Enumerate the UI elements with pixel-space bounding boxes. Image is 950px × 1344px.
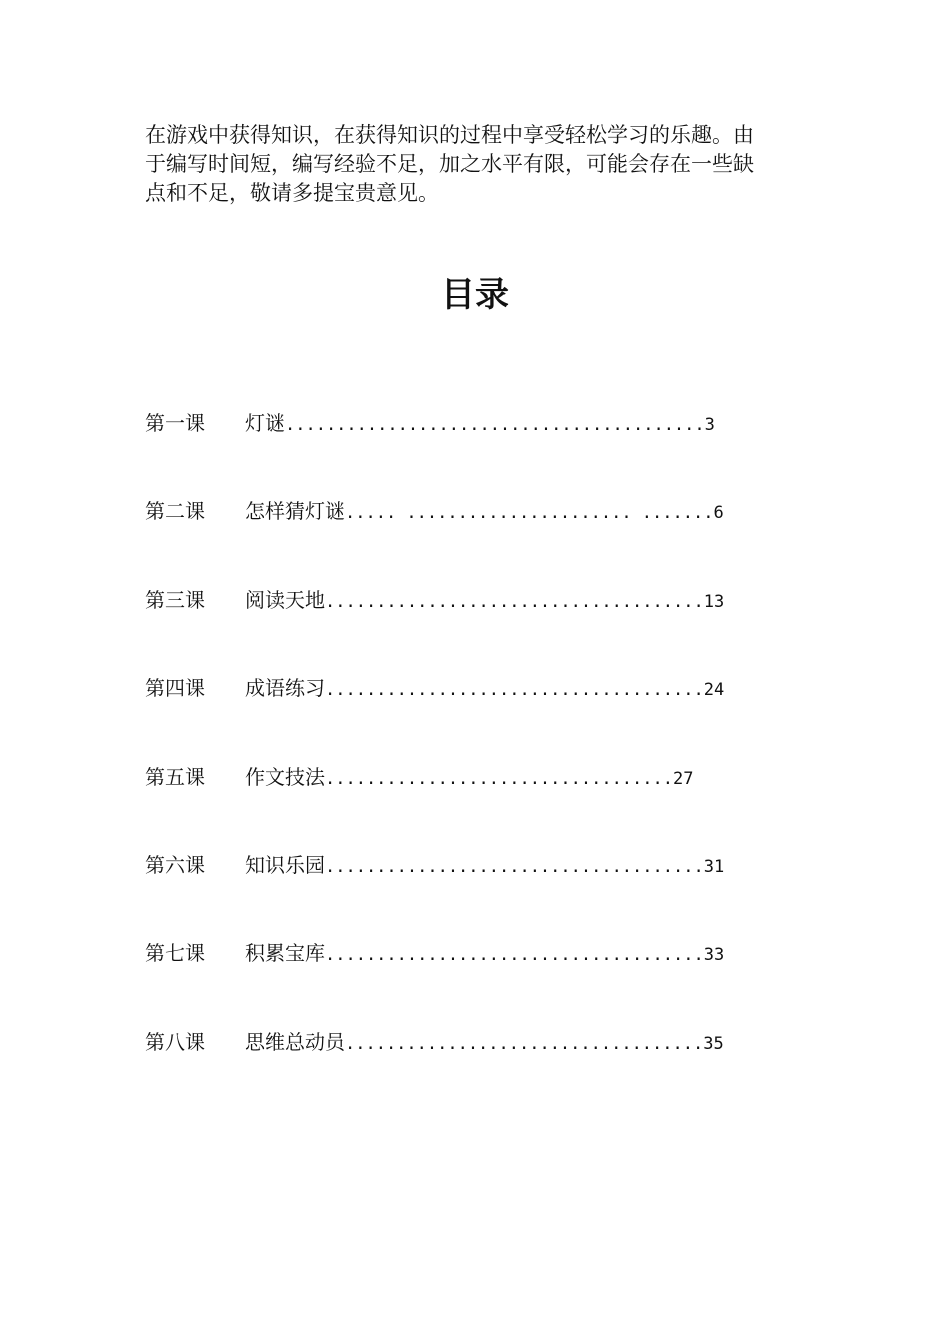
- toc-lesson-title: [245, 1024, 724, 1062]
- toc-page-number: 6: [713, 503, 724, 524]
- toc-page-number: 27: [673, 768, 694, 789]
- toc-leader-dots: ..... ...................... .......: [345, 503, 714, 524]
- toc-lesson-name: 作文技法: [245, 764, 325, 789]
- toc-entry: [145, 582, 825, 670]
- intro-line: 于编写时间短，编写经验不足，加之水平有限，可能会存在一些缺: [145, 152, 754, 176]
- toc-page-number: 33: [703, 945, 725, 966]
- toc-entry: [145, 759, 825, 847]
- toc-lesson-title: [245, 759, 693, 797]
- toc-entry: [145, 405, 825, 493]
- toc-lesson-number: 第五课: [145, 764, 205, 789]
- toc-lesson-number: 第四课: [145, 676, 205, 701]
- toc-lesson-name: 成语练习: [245, 676, 325, 701]
- toc-lesson-number: 第八课: [145, 1029, 205, 1054]
- toc-leader-dots: .....................................: [325, 680, 704, 701]
- toc-leader-dots: ..................................: [325, 768, 673, 789]
- toc-leader-dots: .....................................: [325, 945, 704, 966]
- toc-page-number: 3: [704, 415, 715, 435]
- toc-page-number: 31: [703, 856, 725, 877]
- intro-line: 在游戏中获得知识，在获得知识的过程中享受轻松学习的乐趣。由: [145, 123, 754, 147]
- toc-leader-dots: .....................................: [325, 856, 704, 877]
- toc-entry: [145, 670, 825, 758]
- toc-lesson-name: 积累宝库: [245, 941, 325, 966]
- intro-line: 点和不足，敬请多提宝贵意见。: [145, 181, 439, 205]
- toc-lesson-number: 第七课: [145, 941, 205, 966]
- toc-lesson-title: [245, 847, 724, 885]
- toc-lesson-name: 阅读天地: [245, 587, 325, 612]
- toc-entry: [145, 847, 825, 935]
- toc-lesson-number: 第二课: [145, 499, 205, 524]
- toc-leader-dots: .........................................: [285, 415, 705, 435]
- toc-page-number: 24: [703, 680, 725, 701]
- toc-title: 目录: [441, 275, 509, 315]
- toc-page-number: 13: [703, 591, 725, 612]
- toc-lesson-title: [245, 670, 724, 708]
- toc-lesson-number: 第一课: [145, 411, 205, 435]
- toc-entry: [145, 493, 825, 581]
- toc-lesson-name: 灯谜: [245, 411, 285, 435]
- toc-lesson-number: 第六课: [145, 852, 205, 877]
- toc-leader-dots: ...................................: [345, 1033, 704, 1054]
- toc-lesson-title: [245, 405, 715, 443]
- toc-lesson-title: [245, 493, 724, 531]
- toc-entry: [145, 1024, 825, 1112]
- intro-paragraph: [145, 121, 805, 208]
- toc-lesson-number: 第三课: [145, 587, 205, 612]
- table-of-contents: [145, 405, 825, 1112]
- toc-lesson-name: 知识乐园: [245, 852, 325, 877]
- toc-page-number: 35: [703, 1033, 724, 1054]
- toc-lesson-name: 怎样猜灯谜: [245, 499, 345, 524]
- toc-lesson-title: [245, 582, 724, 620]
- toc-leader-dots: .....................................: [325, 591, 704, 612]
- toc-lesson-name: 思维总动员: [245, 1029, 345, 1054]
- toc-lesson-title: [245, 935, 724, 973]
- toc-entry: [145, 935, 825, 1023]
